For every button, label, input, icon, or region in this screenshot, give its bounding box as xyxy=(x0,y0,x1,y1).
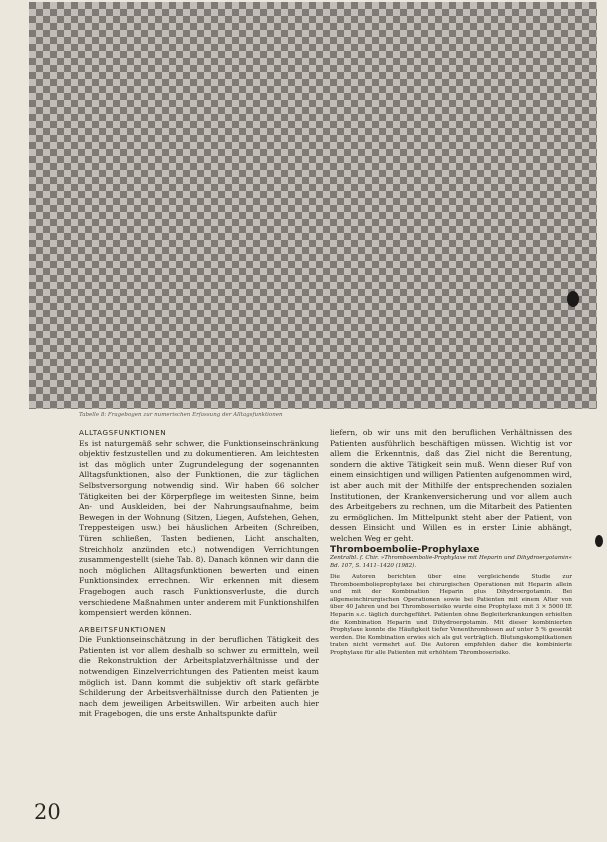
paragraph: Es ist naturgemäß sehr schwer, die Funktionseinschränkung objektiv festzustellen und zu dokumentieren. Am leichtesten ist das möglich unter Zugrundelegung der sogenannten Alltagsfunktionen, also der Funktionen, die zur täglichen Selbstversorgung notwendig sind. Wir haben 66 solcher Tätigkeiten bei der Körperpflege im weitesten Sinne, beim An- und Auskleiden, bei der Nahrungsaufnahme, beim Bewegen in der Wohnung (Sitzen, Liegen, Aufstehen, Gehen, Treppesteigen usw.) bei häuslichen Arbeiten (Schreiben, Türen schließen, Tasten bedienen, Licht anschalten, Streichholz anzünden etc.) notwendigen Verrichtungen zusammengestellt (siehe Tab. 8). Danach können wir dann die noch möglichen Alltagsfunktionen bewerten und einen Funktionsindex errechnen. Wir erkennen mit diesem Fragebogen auch rasch Funktionsverluste, die durch verschiedene Maßnahmen unter anderem mit Funktionshilfen kompensiert werden können. xyxy=(79,438,319,618)
page-number: 20 xyxy=(34,800,61,824)
heading-alltagsfunktionen: ALLTAGSFUNKTIONEN xyxy=(79,428,167,437)
table-scan-image xyxy=(29,2,597,409)
heading-arbeitsfunktionen: ARBEITSFUNKTIONEN xyxy=(79,624,167,634)
punch-hole xyxy=(595,535,603,547)
right-column xyxy=(330,428,572,657)
paragraph: Die Funktionseinschätzung in der beruflichen Tätigkeit des Patienten ist vor allem deshalb so schwer zu ermitteln, weil die Rekonstruktion der Arbeitsplatzverhältnisse und der notwendigen Einzelverrichtungen des Patienten meist kaum möglich ist. Dann kommt die subjektiv oft stark gefärbte Schilderung der Arbeitsverhältnisse durch den Patienten je nach dem jeweiligen Arbeitswillen. Wir arbeiten auch hier mit Fragebogen, die uns erste Anhaltspunkte dafür xyxy=(79,635,319,719)
reference: Zentralbl. f. Chir. »Thromboembolie-Prophylaxe mit Heparin und Dihydroergotamin« Bd. 107, S. 1411–1420 (1982). xyxy=(330,555,572,569)
paragraph: liefern, ob wir uns mit den beruflichen Verhältnissen des Patienten ausführlich beschäftigen müssen. Wichtig ist vor allem die Erkenntnis, daß das Ziel nicht die Berentung, sondern die aktive Tätigkeit sein muß. Wenn dieser Ruf von einem einsichtigen und willigen Patienten aufgenommen wird, ist aber auch mit der Mithilfe der entsprechenden sozialen Institutionen, der Krankenversicherung und vor allem auch des Arbeitgebers zu rechnen, um die Mitarbeit des Patienten zu ermöglichen. Im Mittelpunkt steht aber der Patient, von dessen Einsicht und Willen es in erster Linie abhängt, welchen Weg er geht. xyxy=(330,428,572,543)
punch-hole xyxy=(567,291,579,307)
table-caption: Tabelle 8: Fragebogen zur numerischen Erfassung der Alltagsfunktionen xyxy=(79,412,283,418)
paragraph: Die Autoren berichten über eine vergleichende Studie zur Thromboembolieprophylaxe bei chirurgischen Operationen mit Heparin allein und mit der Kombination Heparin plus Dihydroergotamin. Bei allgemeinchirurgischen Operationen sowie bei Patienten mit einem Alter von über 40 Jahren und bei Thromboserisiko wurde eine Prophylaxe mit 3 × 5000 IE Heparin s.c. täglich durchgeführt. Patienten ohne Begleiterkrankungen erhielten die Kombination Heparin und Dihydroergotamin. Mit dieser kombinierten Prophylaxe konnte die Häufigkeit tiefer Venenthrombosen auf unter 5 % gesenkt werden. Die Kombination erwies sich als gut verträglich. Blutungskomplikationen traten nicht vermehrt auf. Die Autoren empfehlen daher die kombinierte Prophylaxe für alle Patienten mit erhöhtem Thromboserisiko. xyxy=(330,573,572,656)
left-column xyxy=(79,428,319,720)
section-title: Thromboembolie-Prophylaxe xyxy=(330,543,480,555)
